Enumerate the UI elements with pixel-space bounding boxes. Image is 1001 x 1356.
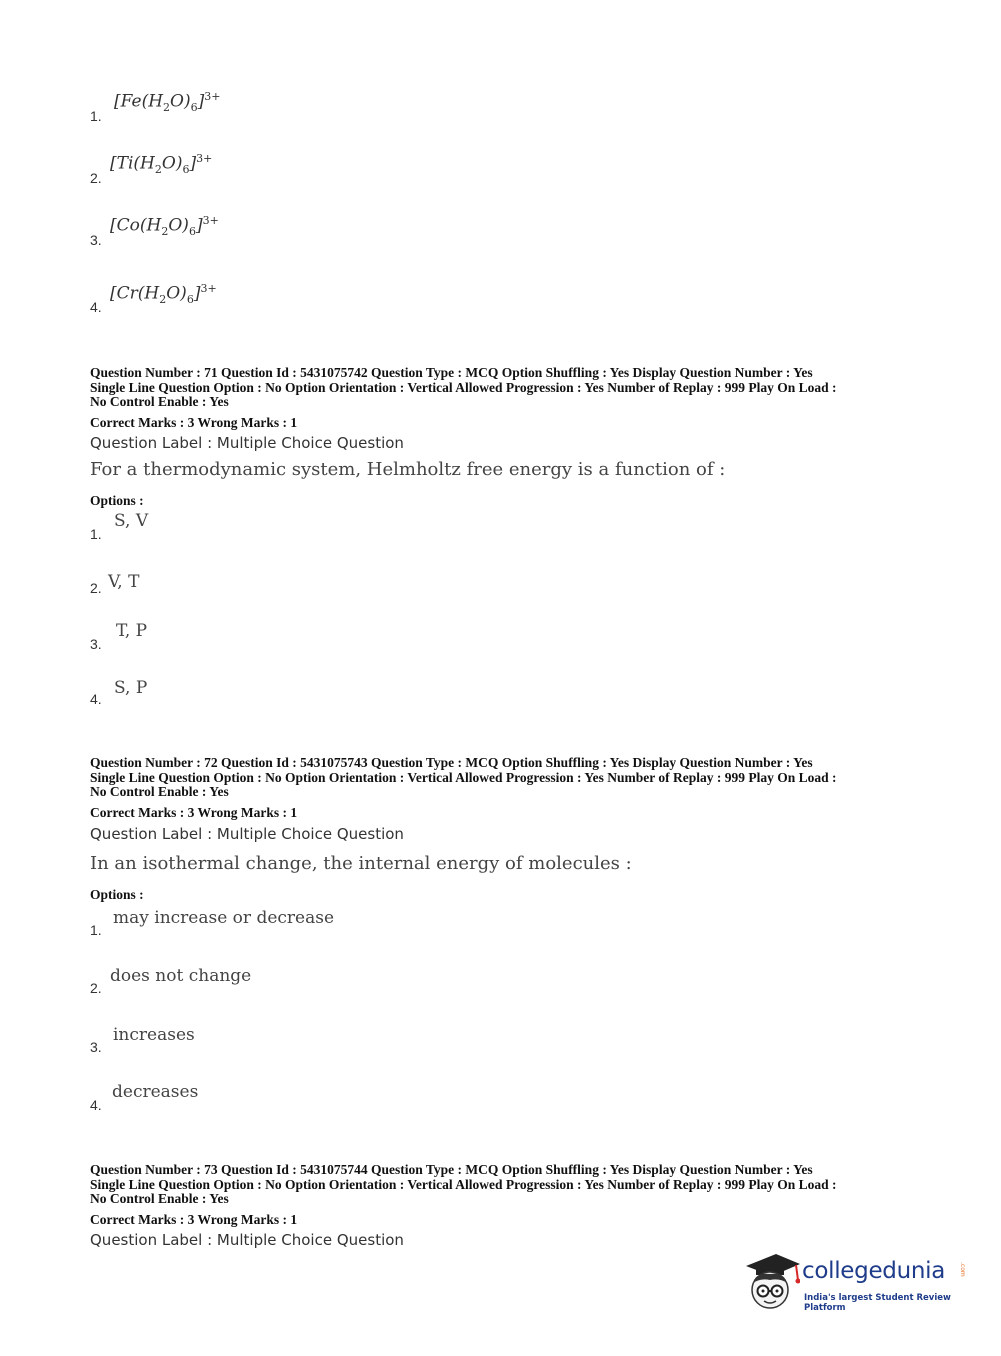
logo-wordmark: collegedunia xyxy=(802,1258,946,1284)
option-number: 4. xyxy=(90,299,102,315)
meta-line: Question Number : 71 Question Id : 5431075742 Question Type : MCQ Option Shuffling : Yes Display Question Number : Yes xyxy=(90,365,813,380)
option-text[interactable]: increases xyxy=(113,1025,195,1045)
question-marks: Correct Marks : 3 Wrong Marks : 1 xyxy=(90,1212,298,1227)
meta-line: Single Line Question Option : No Option Orientation : Vertical Allowed Progression : Yes Number of Replay : 999 Play On Load : xyxy=(90,1176,837,1192)
meta-line: Single Line Question Option : No Option Orientation : Vertical Allowed Progression : Yes Number of Replay : 999 Play On Load : xyxy=(90,769,837,785)
meta-line: Question Number : 73 Question Id : 5431075744 Question Type : MCQ Option Shuffling : Yes Display Question Number : Yes xyxy=(90,1162,813,1177)
option-number: 1. xyxy=(90,922,102,938)
option-number: 3. xyxy=(90,232,102,248)
mascot-icon xyxy=(742,1250,800,1314)
option-number: 1. xyxy=(90,108,102,124)
option-number: 3. xyxy=(90,636,102,652)
option-text[interactable]: S, V xyxy=(114,511,149,531)
question-meta xyxy=(90,1163,920,1207)
option-number: 3. xyxy=(90,1039,102,1055)
meta-line: No Control Enable : Yes xyxy=(90,784,229,799)
question-meta xyxy=(90,756,920,800)
option-number: 2. xyxy=(90,580,102,596)
question-marks: Correct Marks : 3 Wrong Marks : 1 xyxy=(90,415,298,430)
logo-suffix: .com xyxy=(959,1262,966,1277)
option-formula: $[Ti(H_2O)_6]^{3+}$ xyxy=(110,152,213,177)
option-text[interactable]: decreases xyxy=(112,1082,199,1102)
meta-line: Single Line Question Option : No Option Orientation : Vertical Allowed Progression : Yes Number of Replay : 999 Play On Load : xyxy=(90,379,837,395)
option-number: 4. xyxy=(90,691,102,707)
option-text[interactable]: T, P xyxy=(116,621,148,641)
option-formula: $[Cr(H_2O)_6]^{3+}$ xyxy=(110,282,217,307)
question-text: In an isothermal change, the internal energy of molecules : xyxy=(90,853,632,874)
option-number: 1. xyxy=(90,526,102,542)
question-label: Question Label : Multiple Choice Question xyxy=(90,1231,404,1249)
option-text[interactable]: S, P xyxy=(114,678,148,698)
option-formula: $[Fe(H_2O)_6]^{3+}$ xyxy=(114,90,221,115)
question-marks: Correct Marks : 3 Wrong Marks : 1 xyxy=(90,805,298,820)
options-heading: Options : xyxy=(90,887,144,902)
collegedunia-logo[interactable] xyxy=(742,1250,972,1316)
option-text[interactable]: V, T xyxy=(108,572,140,592)
meta-line: No Control Enable : Yes xyxy=(90,394,229,409)
question-meta xyxy=(90,366,920,410)
option-text[interactable]: may increase or decrease xyxy=(113,908,335,928)
option-number: 2. xyxy=(90,170,102,186)
option-formula: $[Co(H_2O)_6]^{3+}$ xyxy=(110,214,219,239)
question-label: Question Label : Multiple Choice Question xyxy=(90,825,404,843)
question-text: For a thermodynamic system, Helmholtz free energy is a function of : xyxy=(90,459,726,480)
option-number: 2. xyxy=(90,980,102,996)
question-label: Question Label : Multiple Choice Question xyxy=(90,434,404,452)
option-text[interactable]: does not change xyxy=(110,966,252,986)
meta-line: No Control Enable : Yes xyxy=(90,1191,229,1206)
logo-tagline: India's largest Student Review Platform xyxy=(804,1293,951,1313)
option-number: 4. xyxy=(90,1097,102,1113)
options-heading: Options : xyxy=(90,493,144,508)
meta-line: Question Number : 72 Question Id : 5431075743 Question Type : MCQ Option Shuffling : Yes Display Question Number : Yes xyxy=(90,755,813,770)
